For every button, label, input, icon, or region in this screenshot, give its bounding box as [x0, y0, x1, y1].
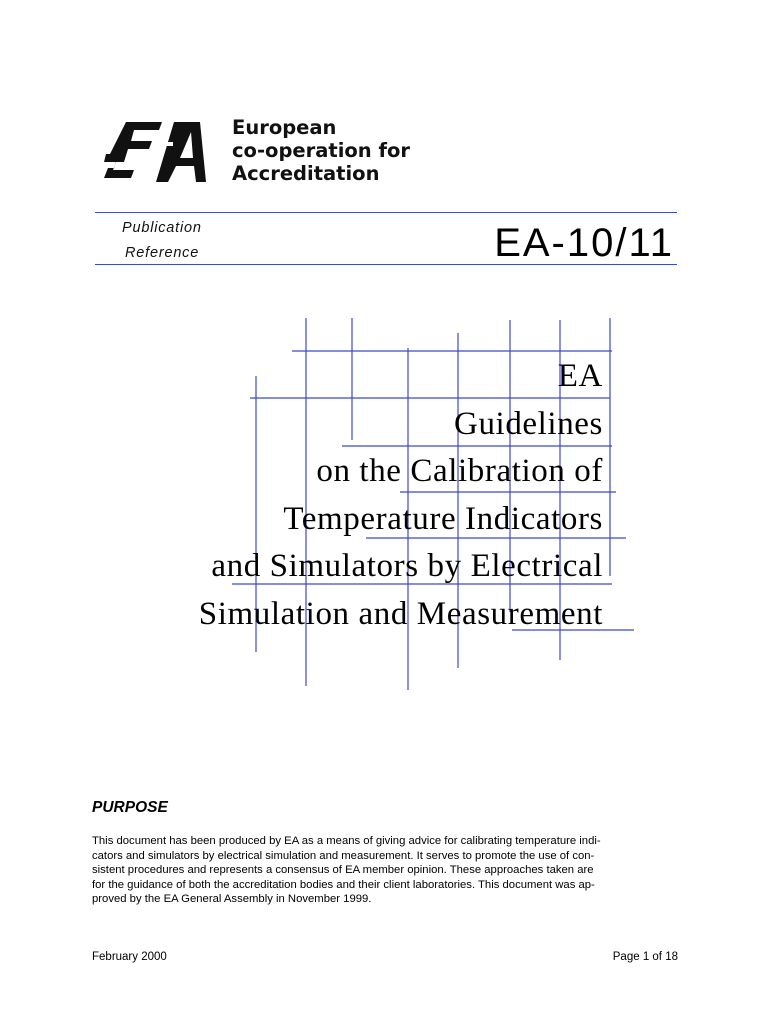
- organization-name-line: Accreditation: [232, 162, 380, 185]
- organization-name-line: European: [232, 116, 337, 139]
- purpose-paragraph: [92, 834, 680, 907]
- purpose-heading: PURPOSE: [92, 799, 168, 816]
- publication-reference: EA-10/11: [494, 221, 674, 265]
- reference-label: Reference: [125, 245, 200, 261]
- purpose-line: cators and simulators by electrical simulation and measurement. It serves to promote the use of con-: [92, 849, 595, 862]
- purpose-line: sistent procedures and represents a consensus of EA member opinion. These approaches taken are: [92, 864, 594, 876]
- title-line: EA: [557, 358, 603, 394]
- title-line: Temperature Indicators: [283, 500, 603, 537]
- title-line: Simulation and Measurement: [198, 595, 603, 632]
- publication-label: Publication: [122, 220, 202, 236]
- title-line: on the Calibration of: [316, 453, 603, 489]
- footer-date: February 2000: [92, 951, 167, 963]
- purpose-line: proved by the EA General Assembly in November 1999.: [92, 893, 372, 905]
- organization-name-line: co-operation for: [232, 139, 410, 162]
- purpose-line: This document has been produced by EA as a means of giving advice for calibrating temperature indi-: [92, 835, 601, 847]
- purpose-line: for the guidance of both the accreditation bodies and their client laboratories. This document was ap-: [92, 878, 595, 891]
- title-line: and Simulators by Electrical: [211, 548, 603, 584]
- page-number: Page 1 of 18: [612, 951, 678, 963]
- document-title: [199, 353, 603, 638]
- title-line: Guidelines: [454, 405, 603, 442]
